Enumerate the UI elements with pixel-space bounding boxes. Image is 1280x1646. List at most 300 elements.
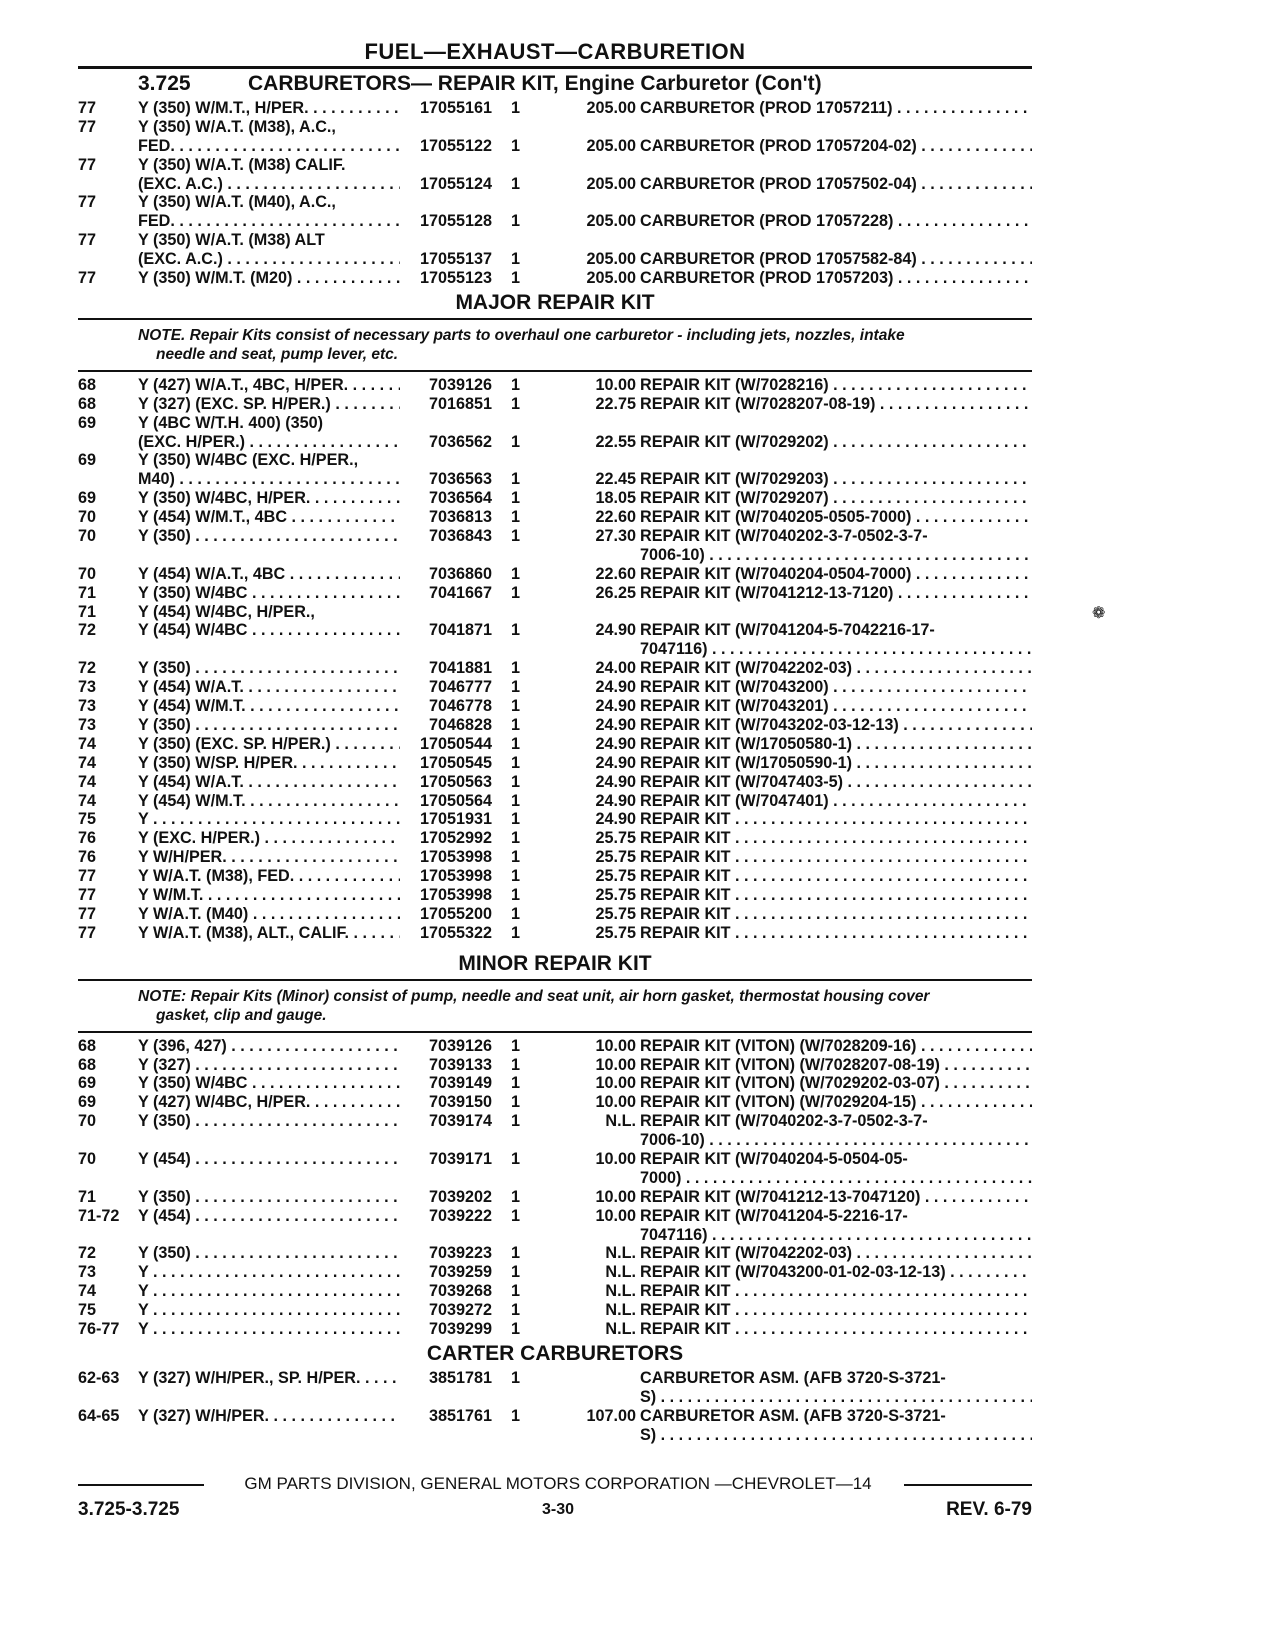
footer-rule-left <box>78 1484 204 1486</box>
table-row <box>78 716 1032 735</box>
table-row <box>78 193 1032 212</box>
list-price: 24.90 <box>595 810 636 829</box>
application: Y (350) W/A.T. (M40), A.C., <box>138 193 336 212</box>
carter-carburetors-heading: CARTER CARBURETORS <box>426 1341 684 1365</box>
application: Y (350) W/4BC, H/PER. . . . <box>138 489 400 508</box>
part-number: 17050563 <box>419 772 492 791</box>
quantity: 1 <box>511 564 521 583</box>
quantity: 1 <box>511 867 521 886</box>
part-number: 17050564 <box>419 791 492 810</box>
part-number: 7041881 <box>428 659 492 678</box>
table-row <box>78 1188 1032 1207</box>
table-row <box>78 1263 1032 1282</box>
minor-note <box>78 981 1032 1031</box>
quantity: 1 <box>511 1282 521 1301</box>
table-row <box>78 395 1032 414</box>
table-row <box>78 773 1032 792</box>
list-price: 26.25 <box>595 583 636 602</box>
part-number: 7046828 <box>428 715 492 734</box>
part-number: 7036843 <box>428 527 492 546</box>
table-row <box>78 231 1032 250</box>
model-year: 71 <box>78 583 97 602</box>
model-year: 73 <box>78 1263 97 1282</box>
table-row <box>78 433 1032 452</box>
quantity: 1 <box>511 810 521 829</box>
table-row <box>78 1037 1032 1056</box>
table-row <box>78 792 1032 811</box>
part-number: 7039222 <box>428 1206 492 1225</box>
list-price: 18.05 <box>595 489 636 508</box>
application: Y . . . <box>138 1263 400 1282</box>
application: Y (454) W/A.T., 4BC . . . <box>138 565 400 584</box>
footer-publisher: GM PARTS DIVISION, GENERAL MOTORS CORPORATION —CHEVROLET—14 <box>244 1474 872 1493</box>
quantity: 1 <box>511 885 521 904</box>
application: (EXC. A.C.) . . . <box>138 250 400 269</box>
application: Y (EXC. H/PER.) . . . <box>138 829 400 848</box>
quantity: 1 <box>511 848 521 867</box>
part-name: REPAIR KIT (W/7043200-01-02-03-12-13) . . . <box>640 1263 1032 1282</box>
part-name: REPAIR KIT (W/7029207) . . . <box>640 489 1032 508</box>
part-number: 3851781 <box>428 1368 492 1387</box>
list-price: 25.75 <box>595 848 636 867</box>
part-name: 7047116) . . . <box>640 1226 1032 1245</box>
part-name: REPAIR KIT (VITON) (W/7029202-03-07) . . . <box>640 1074 1032 1093</box>
table-row <box>78 1226 1032 1245</box>
part-name: REPAIR KIT . . . <box>640 905 1032 924</box>
table-row <box>78 1282 1032 1301</box>
part-number: 17055128 <box>419 212 492 231</box>
application: Y (396, 427) . . . <box>138 1037 400 1056</box>
part-name: CARBURETOR (PROD 17057204-02) . . . <box>640 137 1032 156</box>
quantity: 1 <box>511 678 521 697</box>
application: Y (350) W/A.T. (M38) CALIF. <box>138 155 346 174</box>
application: Y (454) W/A.T. . . . <box>138 678 400 697</box>
application: (EXC. A.C.) . . . <box>138 175 400 194</box>
part-number: 17055322 <box>419 923 492 942</box>
list-price: N.L. <box>605 1301 636 1320</box>
part-name: REPAIR KIT . . . <box>640 886 1032 905</box>
list-price: 25.75 <box>595 923 636 942</box>
part-name: REPAIR KIT (W/7041212-13-7120) . . . <box>640 584 1032 603</box>
application: FED. . . . <box>138 212 400 231</box>
application: Y (327) . . . <box>138 1056 400 1075</box>
application: Y (350) W/4BC . . . <box>138 584 400 603</box>
minor-note-line-1: NOTE: Repair Kits (Minor) consist of pump, needle and seat unit, air horn gasket, thermostat housing cover <box>138 987 930 1005</box>
quantity: 1 <box>511 734 521 753</box>
list-price: 25.75 <box>595 829 636 848</box>
table-row <box>78 584 1032 603</box>
application: Y (350) (EXC. SP. H/PER.) . . . <box>138 735 400 754</box>
table-row <box>78 269 1032 288</box>
list-price: 10.00 <box>595 1187 636 1206</box>
part-name: REPAIR KIT (W/7040202-3-7-0502-3-7- <box>640 1112 928 1131</box>
quantity: 1 <box>511 1112 521 1131</box>
part-name: REPAIR KIT . . . <box>640 924 1032 943</box>
list-price: 24.00 <box>595 659 636 678</box>
part-name: REPAIR KIT (W/7041204-5-7042216-17- <box>640 621 935 640</box>
list-price: 24.90 <box>595 791 636 810</box>
table-row <box>78 1244 1032 1263</box>
quantity: 1 <box>511 394 521 413</box>
quantity: 1 <box>511 174 521 193</box>
model-year: 70 <box>78 527 97 546</box>
table-row <box>78 867 1032 886</box>
table-row <box>78 603 1032 622</box>
section-number: 3.725 <box>138 72 191 95</box>
part-number: 7039223 <box>428 1244 492 1263</box>
part-number: 7039150 <box>428 1093 492 1112</box>
model-year: 62-63 <box>78 1368 120 1387</box>
table-row <box>78 1150 1032 1169</box>
model-year: 75 <box>78 1301 97 1320</box>
part-name: REPAIR KIT (W/7042202-03) . . . <box>640 659 1032 678</box>
part-name: CARBURETOR (PROD 17057203) . . . <box>640 269 1032 288</box>
part-number: 17055161 <box>419 99 492 117</box>
quantity: 1 <box>511 250 521 269</box>
part-number: 17055122 <box>419 136 492 155</box>
quantity: 1 <box>511 772 521 791</box>
part-number: 7039126 <box>428 1036 492 1055</box>
model-year: 70 <box>78 1149 97 1168</box>
footer-page-number: 3-30 <box>541 1501 575 1518</box>
model-year: 74 <box>78 791 97 810</box>
model-year: 77 <box>78 99 97 117</box>
quantity: 1 <box>511 508 521 527</box>
application: Y (427) W/A.T., 4BC, H/PER. . . . <box>138 376 400 395</box>
quantity: 1 <box>511 904 521 923</box>
footer-revision: REV. 6-79 <box>946 1499 1032 1520</box>
table-row <box>78 1369 1032 1388</box>
table-row <box>78 1056 1032 1075</box>
table-row <box>78 1407 1032 1426</box>
table-row <box>78 156 1032 175</box>
quantity: 1 <box>511 1263 521 1282</box>
quantity: 1 <box>511 1187 521 1206</box>
application: Y (454) W/A.T. . . . <box>138 773 400 792</box>
list-price: 24.90 <box>595 772 636 791</box>
part-name: REPAIR KIT (VITON) (W/7028207-08-19) . . . <box>640 1056 1032 1075</box>
model-year: 68 <box>78 394 97 413</box>
section-heading <box>78 69 1032 99</box>
part-name: REPAIR KIT (W/7047403-5) . . . <box>640 773 1032 792</box>
list-price: 205.00 <box>586 212 636 231</box>
list-price: 22.60 <box>595 508 636 527</box>
part-number: 17050545 <box>419 753 492 772</box>
model-year: 71 <box>78 602 97 621</box>
part-number: 7039268 <box>428 1282 492 1301</box>
quantity: 1 <box>511 1149 521 1168</box>
model-year: 73 <box>78 678 97 697</box>
part-number: 17050544 <box>419 734 492 753</box>
part-name: REPAIR KIT (W/7042202-03) . . . <box>640 1244 1032 1263</box>
list-price: 25.75 <box>595 867 636 886</box>
model-year: 74 <box>78 1282 97 1301</box>
part-number: 7039149 <box>428 1074 492 1093</box>
table-row <box>78 1388 1032 1407</box>
part-name: REPAIR KIT . . . <box>640 1320 1032 1339</box>
quantity: 1 <box>511 583 521 602</box>
part-name: CARBURETOR ASM. (AFB 3720-S-3721- <box>640 1406 946 1425</box>
part-number: 7016851 <box>428 394 492 413</box>
part-number: 7039126 <box>428 375 492 394</box>
application: Y . . . <box>138 1301 400 1320</box>
application: Y (4BC W/T.H. 400) (350) <box>138 413 324 432</box>
application: Y (350) . . . <box>138 659 400 678</box>
part-name: REPAIR KIT (W/7040202-3-7-0502-3-7- <box>640 527 928 546</box>
part-name: REPAIR KIT (W/7047401) . . . <box>640 792 1032 811</box>
list-price: 10.00 <box>595 1074 636 1093</box>
application: Y (350) W/A.T. (M38), A.C., <box>138 117 336 136</box>
table-row <box>78 659 1032 678</box>
list-price: 27.30 <box>595 527 636 546</box>
margin-mark: ❁ <box>1092 603 1106 622</box>
part-number: 17051931 <box>419 810 492 829</box>
part-number: 7036563 <box>428 470 492 489</box>
model-year: 69 <box>78 413 97 432</box>
application: Y (350) W/M.T. (M20) . . . <box>138 269 400 288</box>
model-year: 76-77 <box>78 1319 120 1338</box>
quantity: 1 <box>511 1368 521 1387</box>
list-price: 10.00 <box>595 1149 636 1168</box>
part-number: 7041667 <box>428 583 492 602</box>
part-number: 7039272 <box>428 1301 492 1320</box>
model-year: 68 <box>78 1036 97 1055</box>
table-row <box>78 754 1032 773</box>
application: Y (350) W/SP. H/PER. . . . <box>138 754 400 773</box>
table-row <box>78 546 1032 565</box>
model-year: 72 <box>78 659 97 678</box>
quantity: 1 <box>511 1036 521 1055</box>
part-number: 7041871 <box>428 621 492 640</box>
part-name: REPAIR KIT (W/7029203) . . . <box>640 470 1032 489</box>
table-row <box>78 829 1032 848</box>
table-row <box>78 678 1032 697</box>
part-name: CARBURETOR (PROD 17057228) . . . <box>640 212 1032 231</box>
part-name: CARBURETOR (PROD 17057502-04) . . . <box>640 175 1032 194</box>
model-year: 72 <box>78 621 97 640</box>
part-name: REPAIR KIT (VITON) (W/7028209-16) . . . <box>640 1037 1032 1056</box>
footer-rule-right <box>904 1484 1032 1486</box>
part-number: 7036562 <box>428 432 492 451</box>
table-row <box>78 848 1032 867</box>
quantity: 1 <box>511 1406 521 1425</box>
model-year: 74 <box>78 734 97 753</box>
part-name: REPAIR KIT (W/7041212-13-7047120) . . . <box>640 1188 1032 1207</box>
table-row <box>78 1207 1032 1226</box>
list-price: 205.00 <box>586 250 636 269</box>
quantity: 1 <box>511 1301 521 1320</box>
part-number: 7039174 <box>428 1112 492 1131</box>
part-name: CARBURETOR (PROD 17057582-84) . . . <box>640 250 1032 269</box>
part-number: 17053998 <box>419 885 492 904</box>
carburetor-table <box>78 99 1032 288</box>
table-row <box>78 1301 1032 1320</box>
model-year: 77 <box>78 904 97 923</box>
table-row <box>78 924 1032 943</box>
part-name: REPAIR KIT (W/7041204-5-2216-17- <box>640 1206 908 1225</box>
part-name: 7000) . . . <box>640 1169 1032 1188</box>
part-number: 17055137 <box>419 250 492 269</box>
application: Y W/A.T. (M40) . . . <box>138 905 400 924</box>
quantity: 1 <box>511 753 521 772</box>
table-row <box>78 640 1032 659</box>
application: Y W/A.T. (M38), ALT., CALIF. . . . <box>138 924 400 943</box>
list-price: 10.00 <box>595 1206 636 1225</box>
application: Y (350) W/M.T., H/PER. . . . <box>138 99 400 118</box>
table-row <box>78 489 1032 508</box>
table-row <box>78 137 1032 156</box>
quantity: 1 <box>511 791 521 810</box>
model-year: 76 <box>78 848 97 867</box>
quantity: 1 <box>511 527 521 546</box>
application: Y (350) W/A.T. (M38) ALT <box>138 231 325 250</box>
model-year: 77 <box>78 269 97 288</box>
list-price: N.L. <box>605 1112 636 1131</box>
part-name: S) . . . <box>640 1388 1032 1407</box>
list-price: 24.90 <box>595 734 636 753</box>
major-repair-kit-table <box>78 372 1032 943</box>
minor-note-line-2: gasket, clip and gauge. <box>156 1006 327 1024</box>
quantity: 1 <box>511 1319 521 1338</box>
part-name: REPAIR KIT (W/7043200) . . . <box>640 678 1032 697</box>
part-name: REPAIR KIT . . . <box>640 848 1032 867</box>
application: Y W/M.T. . . . <box>138 886 400 905</box>
table-row <box>78 1112 1032 1131</box>
model-year: 75 <box>78 810 97 829</box>
model-year: 68 <box>78 375 97 394</box>
list-price: 205.00 <box>586 269 636 288</box>
table-row <box>78 697 1032 716</box>
quantity: 1 <box>511 715 521 734</box>
table-row <box>78 376 1032 395</box>
table-row <box>78 118 1032 137</box>
table-row <box>78 99 1032 118</box>
quantity: 1 <box>511 1093 521 1112</box>
table-row <box>78 1131 1032 1150</box>
application: (EXC. H/PER.) . . . <box>138 433 400 452</box>
application: Y (350) . . . <box>138 527 400 546</box>
table-row <box>78 508 1032 527</box>
table-row <box>78 1093 1032 1112</box>
quantity: 1 <box>511 432 521 451</box>
model-year: 74 <box>78 772 97 791</box>
part-name: REPAIR KIT . . . <box>640 1282 1032 1301</box>
application: Y (427) W/4BC, H/PER. . . . <box>138 1093 400 1112</box>
application: Y (327) W/H/PER. . . . <box>138 1407 400 1426</box>
part-name: CARBURETOR ASM. (AFB 3720-S-3721- <box>640 1368 946 1387</box>
quantity: 1 <box>511 269 521 288</box>
part-name: REPAIR KIT . . . <box>640 810 1032 829</box>
application: Y (454) . . . <box>138 1150 400 1169</box>
part-number: 7036564 <box>428 489 492 508</box>
part-name: REPAIR KIT . . . <box>640 829 1032 848</box>
part-number: 17052992 <box>419 829 492 848</box>
quantity: 1 <box>511 659 521 678</box>
application: Y (454) W/M.T. . . . <box>138 697 400 716</box>
carter-carburetors-table <box>78 1369 1032 1445</box>
model-year: 70 <box>78 508 97 527</box>
table-row <box>78 175 1032 194</box>
quantity: 1 <box>511 697 521 716</box>
quantity: 1 <box>511 489 521 508</box>
list-price: N.L. <box>605 1244 636 1263</box>
table-row <box>78 1426 1032 1445</box>
list-price: 107.00 <box>586 1406 636 1425</box>
table-row <box>78 886 1032 905</box>
part-name: REPAIR KIT (W/7028216) . . . <box>640 376 1032 395</box>
part-number: 7039171 <box>428 1149 492 1168</box>
application: Y (454) . . . <box>138 1207 400 1226</box>
model-year: 69 <box>78 1093 97 1112</box>
part-name: REPAIR KIT (W/7028207-08-19) . . . <box>640 395 1032 414</box>
list-price: 25.75 <box>595 885 636 904</box>
part-number: 7036813 <box>428 508 492 527</box>
application: M40) . . . <box>138 470 400 489</box>
quantity: 1 <box>511 136 521 155</box>
application: Y (454) W/M.T. . . . <box>138 792 400 811</box>
list-price: 205.00 <box>586 174 636 193</box>
application: Y (327) W/H/PER., SP. H/PER. . . . <box>138 1369 400 1388</box>
model-year: 77 <box>78 193 97 212</box>
model-year: 70 <box>78 1112 97 1131</box>
running-title: FUEL—EXHAUST—CARBURETION <box>364 39 746 64</box>
list-price: 24.90 <box>595 715 636 734</box>
application: Y (350) W/4BC . . . <box>138 1074 400 1093</box>
table-row <box>78 527 1032 546</box>
minor-repair-kit-table <box>78 1033 1032 1339</box>
application: Y W/H/PER. . . . <box>138 848 400 867</box>
part-name: REPAIR KIT (W/7043202-03-12-13) . . . <box>640 716 1032 735</box>
application: Y (454) W/M.T., 4BC . . . <box>138 508 400 527</box>
quantity: 1 <box>511 1206 521 1225</box>
table-row <box>78 1074 1032 1093</box>
table-row <box>78 212 1032 231</box>
list-price: 24.90 <box>595 621 636 640</box>
list-price: 10.00 <box>595 1093 636 1112</box>
quantity: 1 <box>511 212 521 231</box>
application: Y . . . <box>138 1320 400 1339</box>
model-year: 76 <box>78 829 97 848</box>
table-row <box>78 250 1032 269</box>
model-year: 72 <box>78 1244 97 1263</box>
part-name: REPAIR KIT (W/17050590-1) . . . <box>640 754 1032 773</box>
list-price: 10.00 <box>595 375 636 394</box>
list-price: N.L. <box>605 1282 636 1301</box>
part-number: 17055124 <box>419 174 492 193</box>
list-price: N.L. <box>605 1263 636 1282</box>
model-year: 71 <box>78 1187 97 1206</box>
list-price: 205.00 <box>586 99 636 117</box>
application: Y . . . <box>138 1282 400 1301</box>
part-name: REPAIR KIT (W/17050580-1) . . . <box>640 735 1032 754</box>
part-name: 7006-10) . . . <box>640 546 1032 565</box>
part-number: 7046777 <box>428 678 492 697</box>
quantity: 1 <box>511 829 521 848</box>
part-number: 17055200 <box>419 904 492 923</box>
table-row <box>78 1320 1032 1339</box>
part-name: REPAIR KIT . . . <box>640 867 1032 886</box>
model-year: 77 <box>78 867 97 886</box>
model-year: 68 <box>78 1055 97 1074</box>
catalog-page <box>78 38 1032 1444</box>
part-number: 7039299 <box>428 1319 492 1338</box>
model-year: 69 <box>78 451 97 470</box>
list-price: 25.75 <box>595 904 636 923</box>
model-year: 69 <box>78 489 97 508</box>
part-number: 17053998 <box>419 848 492 867</box>
list-price: 22.45 <box>595 470 636 489</box>
application: Y (454) W/4BC . . . <box>138 621 400 640</box>
